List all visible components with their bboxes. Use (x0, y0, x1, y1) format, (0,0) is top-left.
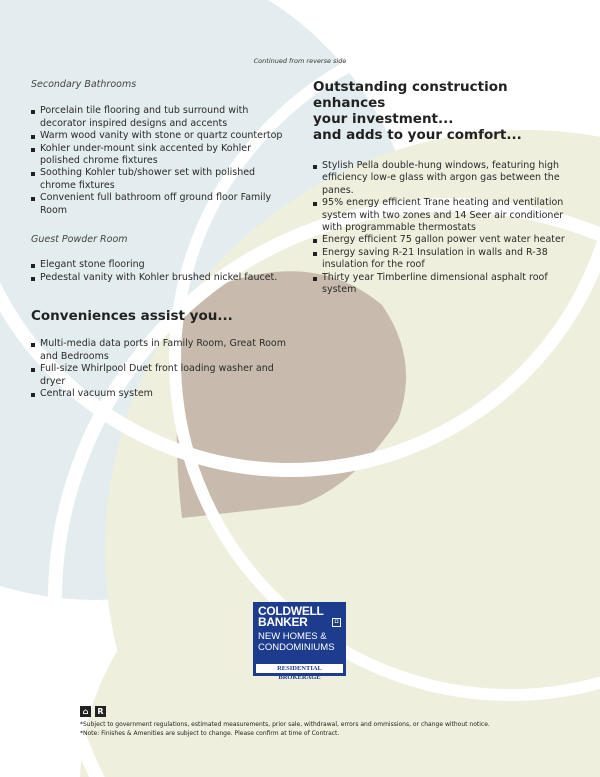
construction-heading-line1: Outstanding construction enhances (313, 79, 508, 111)
continued-note: Continued from reverse side (253, 57, 347, 65)
left-column (31, 79, 293, 400)
list-item: Energy saving R-21 Insulation in walls and R-38 insulation for the roof (313, 247, 578, 272)
logo-line-coldwell: COLDWELL (258, 604, 324, 618)
right-column (313, 79, 578, 296)
list-item: Full-size Whirlpool Duet front loading washer and dryer (31, 363, 293, 388)
equal-housing-icon: ⌂ (80, 706, 91, 717)
construction-heading-line3: and adds to your comfort... (313, 127, 522, 143)
logo-line-new-homes: NEW HOMES & (258, 631, 327, 642)
construction-heading-line2: your investment... (313, 111, 454, 127)
footer-icons (80, 706, 110, 718)
conveniences-list (31, 338, 293, 400)
cb-logo-icon: ◘ (332, 618, 341, 627)
logo-line-banker: BANKER (258, 615, 308, 629)
list-item: Stylish Pella double-hung windows, featuring high efficiency low-e glass with argon gas between the panes. (313, 160, 578, 197)
footer-disclaimer (80, 721, 580, 738)
list-item: Energy efficient 75 gallon power vent water heater (313, 234, 578, 246)
conveniences-heading: Conveniences assist you... (31, 308, 233, 325)
guest-powder-room-list (31, 259, 293, 284)
list-item: Pedestal vanity with Kohler brushed nickel faucet. (31, 272, 293, 284)
logo-residential-brokerage: RESIDENTIAL BROKERAGE (256, 664, 343, 673)
list-item: Elegant stone flooring (31, 259, 293, 271)
list-item: 95% energy efficient Trane heating and ventilation system with two zones and 14 Seer air conditioner with programmable thermostats (313, 197, 578, 234)
coldwell-banker-logo (253, 602, 346, 681)
secondary-bathrooms-title: Secondary Bathrooms (31, 79, 137, 90)
list-item: Warm wood vanity with stone or quartz countertop (31, 130, 293, 142)
list-item: Multi-media data ports in Family Room, Great Room and Bedrooms (31, 338, 293, 363)
list-item: Kohler under-mount sink accented by Kohler polished chrome fixtures (31, 143, 293, 168)
list-item: Thirty year Timberline dimensional asphalt roof system (313, 272, 578, 297)
realtor-icon: R (95, 706, 106, 717)
list-item: Soothing Kohler tub/shower set with polished chrome fixtures (31, 167, 293, 192)
list-item: Central vacuum system (31, 388, 293, 400)
secondary-bathrooms-list (31, 105, 293, 217)
construction-list (313, 160, 578, 296)
list-item: Porcelain tile flooring and tub surround with decorator inspired designs and accents (31, 105, 293, 130)
construction-heading (313, 79, 578, 143)
disclaimer-line-2: *Note: Finishes & Amenities are subject to change. Please confirm at time of Contract. (80, 729, 340, 737)
logo-line-condominiums: CONDOMINIUMS (258, 642, 335, 653)
list-item: Convenient full bathroom off ground floor Family Room (31, 192, 293, 217)
disclaimer-line-1: *Subject to government regulations, estimated measurements, prior sale, withdrawal, errors and ommissions, or change without notice. (80, 721, 490, 728)
guest-powder-room-title: Guest Powder Room (31, 234, 128, 246)
